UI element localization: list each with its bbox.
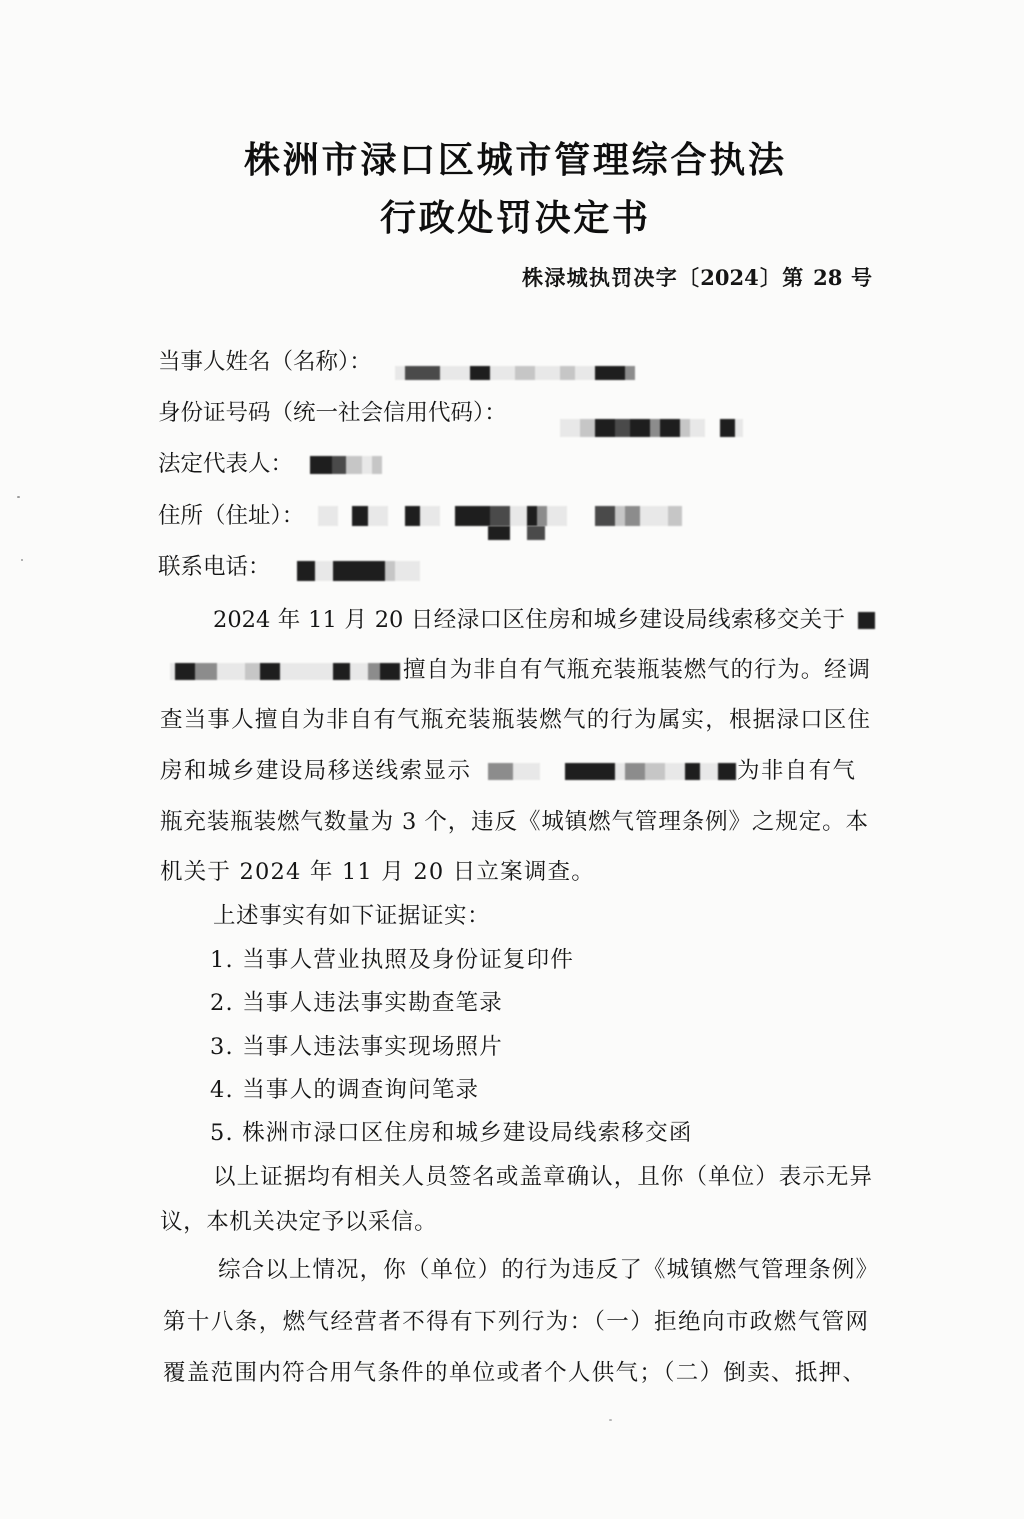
ruling-paragraph-line: 覆盖范围内符合用气条件的单位或者个人供气；（二）倒卖、抵押、	[163, 1360, 865, 1386]
facts-paragraph-line: 为非自有气	[737, 758, 855, 784]
party-name-label: 当事人姓名（名称）：	[158, 349, 372, 375]
party-id-label: 身份证号码（统一社会信用代码）：	[158, 400, 507, 426]
evidence-intro: 上述事实有如下证据证实：	[213, 903, 491, 929]
party-phone-label: 联系电话：	[158, 554, 271, 580]
document-title: 株洲市渌口区城市管理综合执法	[244, 139, 784, 181]
facts-paragraph-line: 瓶充装瓶装燃气数量为 3 个，违反《城镇燃气管理条例》之规定。本	[160, 809, 868, 835]
redaction-mosaic	[170, 663, 400, 680]
redaction-mosaic	[560, 419, 743, 437]
facts-paragraph-line: 房和城乡建设局移送线索显示	[160, 758, 470, 784]
document-number: 株渌城执罚决字〔2024〕第 28 号	[522, 265, 872, 290]
redaction-mosaic	[318, 506, 682, 526]
evidence-item: 3. 当事人违法事实现场照片	[210, 1034, 503, 1060]
facts-paragraph-line: 机关于 2024 年 11 月 20 日立案调查。	[160, 859, 595, 885]
evidence-item: 1. 当事人营业执照及身份证复印件	[210, 947, 575, 973]
evidence-item: 5. 株洲市渌口区住房和城乡建设局线索移交函	[210, 1120, 693, 1146]
facts-paragraph-line: 查当事人擅自为非自有气瓶充装瓶装燃气的行为属实，根据渌口区住	[160, 707, 870, 733]
scan-speck	[21, 559, 23, 561]
redaction-mosaic	[310, 456, 382, 474]
ruling-paragraph-line: 第十八条，燃气经营者不得有下列行为：（一）拒绝向市政燃气管网	[163, 1309, 868, 1335]
redaction-mosaic	[488, 763, 736, 780]
evidence-item: 4. 当事人的调查询问笔录	[210, 1077, 480, 1103]
facts-paragraph-line: 2024 年 11 月 20 日经渌口区住房和城乡建设局线索移交关于	[213, 607, 845, 633]
scan-speck	[17, 496, 20, 498]
redaction-mosaic	[395, 366, 635, 380]
evidence-conclusion: 以上证据均有相关人员签名或盖章确认，且你（单位）表示无异	[213, 1164, 872, 1190]
legal-representative-label: 法定代表人：	[158, 451, 294, 477]
evidence-conclusion: 议，本机关决定予以采信。	[160, 1209, 438, 1235]
party-address-label: 住所（住址）：	[158, 503, 305, 529]
redaction-mosaic	[858, 612, 875, 629]
redaction-mosaic	[297, 561, 420, 581]
scan-speck	[609, 1419, 612, 1421]
facts-paragraph-line: 擅自为非自有气瓶充装瓶装燃气的行为。经调	[403, 657, 870, 683]
evidence-item: 2. 当事人违法事实勘查笔录	[210, 990, 503, 1016]
document-subtitle: 行政处罚决定书	[380, 197, 648, 239]
redaction-mosaic	[488, 526, 545, 540]
ruling-paragraph-line: 综合以上情况，你（单位）的行为违反了《城镇燃气管理条例》	[218, 1257, 878, 1283]
